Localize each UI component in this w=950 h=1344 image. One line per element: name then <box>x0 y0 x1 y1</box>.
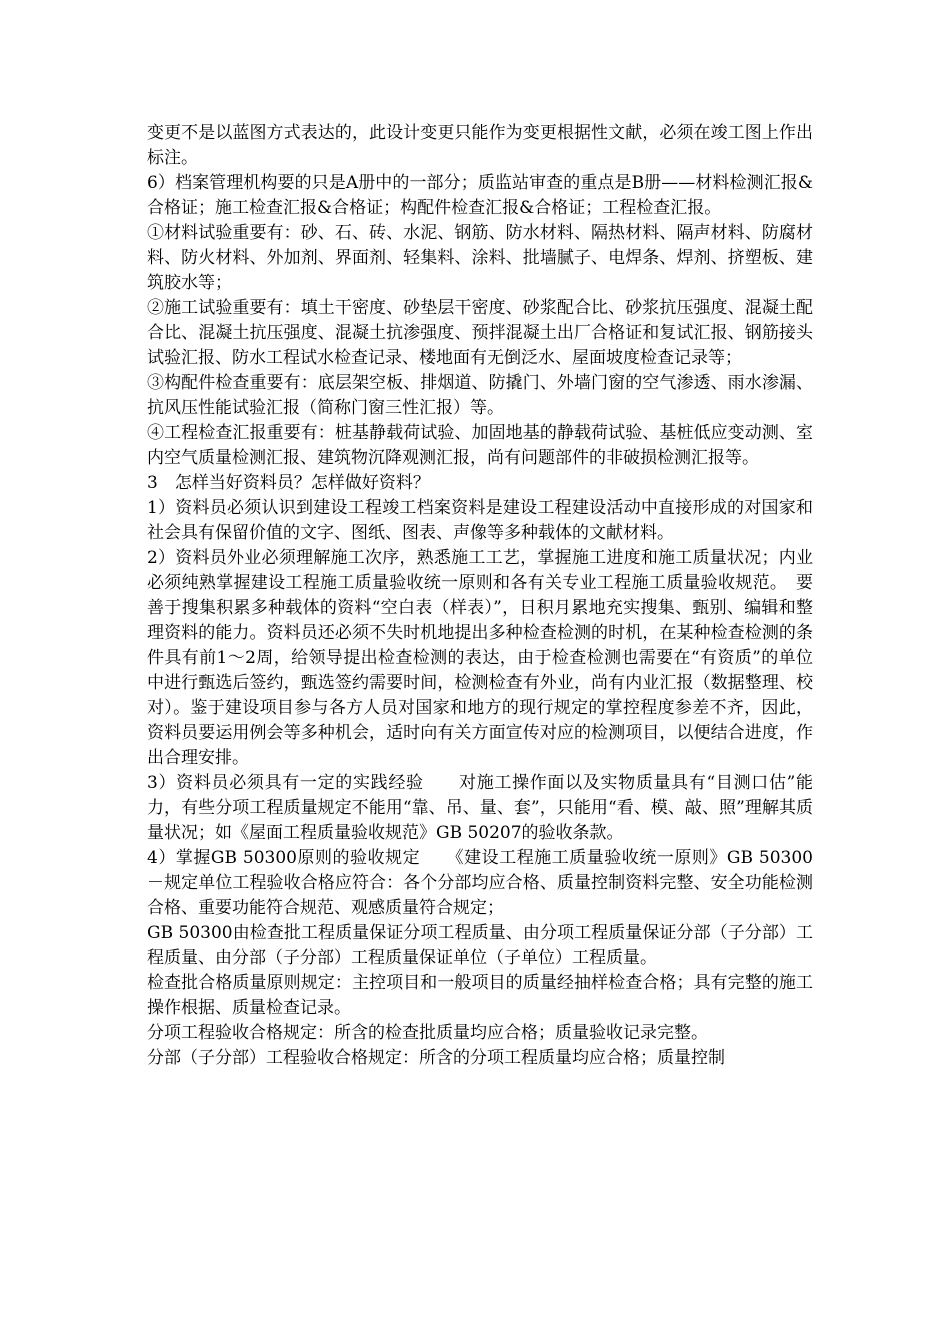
paragraph: ①材料试验重要有：砂、石、砖、水泥、钢筋、防水材料、隔热材料、隔声材料、防腐材料、防火材料、外加剂、界面剂、轻集料、涂料、批墙腻子、电焊条、焊剂、挤塑板、建筑胶水等； <box>147 223 813 293</box>
paragraph: 1）资料员必须认识到建设工程竣工档案资料是建设工程建设活动中直接形成的对国家和社会具有保留价值的文字、图纸、图表、声像等多种载体的文献材料。 <box>147 498 813 543</box>
paragraph: 4）掌握GB 50300原则的验收规定 《建设工程施工质量验收统一原则》GB 50300－规定单位工程验收合格应符合：各个分部均应合格、质量控制资料完整、安全功能检测合格、重要功能符合规范、观感质量符合规定； <box>147 848 813 918</box>
paragraph: ③构配件检查重要有：底层架空板、排烟道、防撬门、外墙门窗的空气渗透、雨水渗漏、抗风压性能试验汇报（简称门窗三性汇报）等。 <box>147 373 813 418</box>
paragraph: 2）资料员外业必须理解施工次序，熟悉施工工艺，掌握施工进度和施工质量状况；内业必须纯熟掌握建设工程施工质量验收统一原则和各有关专业工程施工质量验收规范。 要善于搜集积累多种载体的资料“空白表（样表）”，日积月累地充实搜集、甄别、编辑和整理资料的能力。资料员还必须不失时机地提出多种检查检测的时机，在某种检查检测的条件具有前1～2周，给领导提出检查检测的表达，由于检查检测也需要在“有资质”的单位中进行甄选后签约，甄选签约需要时间，检测检查有外业，尚有内业汇报（数据整理、校对）。鉴于建设项目参与各方人员对国家和地方的现行规定的掌控程度参差不齐，因此，资料员要运用例会等多种机会，适时向有关方面宣传对应的检测项目，以便结合进度，作出合理安排。 <box>147 548 813 768</box>
paragraph: 分项工程验收合格规定：所含的检查批质量均应合格；质量验收记录完整。 <box>147 1023 708 1043</box>
section-heading: 3 怎样当好资料员？怎样做好资料？ <box>147 473 430 493</box>
paragraph: GB 50300由检查批工程质量保证分项工程质量、由分项工程质量保证分部（子分部）工程质量、由分部（子分部）工程质量保证单位（子单位）工程质量。 <box>147 923 813 968</box>
paragraph: 6）档案管理机构要的只是A册中的一部分；质监站审查的重点是B册——材料检测汇报&合格证；施工检查汇报&合格证；构配件检查汇报&合格证；工程检查汇报。 <box>147 173 813 218</box>
paragraph: 检查批合格质量原则规定：主控项目和一般项目的质量经抽样检查合格；具有完整的施工操作根据、质量检查记录。 <box>147 973 813 1018</box>
paragraph: ②施工试验重要有：填土干密度、砂垫层干密度、砂浆配合比、砂浆抗压强度、混凝土配合比、混凝土抗压强度、混凝土抗渗强度、预拌混凝土出厂合格证和复试汇报、钢筋接头试验汇报、防水工程试水检查记录、楼地面有无倒泛水、屋面坡度检查记录等； <box>147 298 813 368</box>
paragraph: ④工程检查汇报重要有：桩基静载荷试验、加固地基的静载荷试验、基桩低应变动测、室内空气质量检测汇报、建筑物沉降观测汇报，尚有问题部件的非破损检测汇报等。 <box>147 423 813 468</box>
paragraph: 3）资料员必须具有一定的实践经验 对施工操作面以及实物质量具有“目测口估”能力，有些分项工程质量规定不能用“靠、吊、量、套”，只能用“看、模、敲、照”理解其质量状况；如《屋面工程质量验收规范》GB 50207的验收条款。 <box>147 773 813 843</box>
paragraph: 分部（子分部）工程验收合格规定：所含的分项工程质量均应合格；质量控制 <box>147 1048 725 1068</box>
paragraph: 变更不是以蓝图方式表达的，此设计变更只能作为变更根据性文献，必须在竣工图上作出标注。 <box>147 123 813 168</box>
document-body <box>147 121 813 1071</box>
